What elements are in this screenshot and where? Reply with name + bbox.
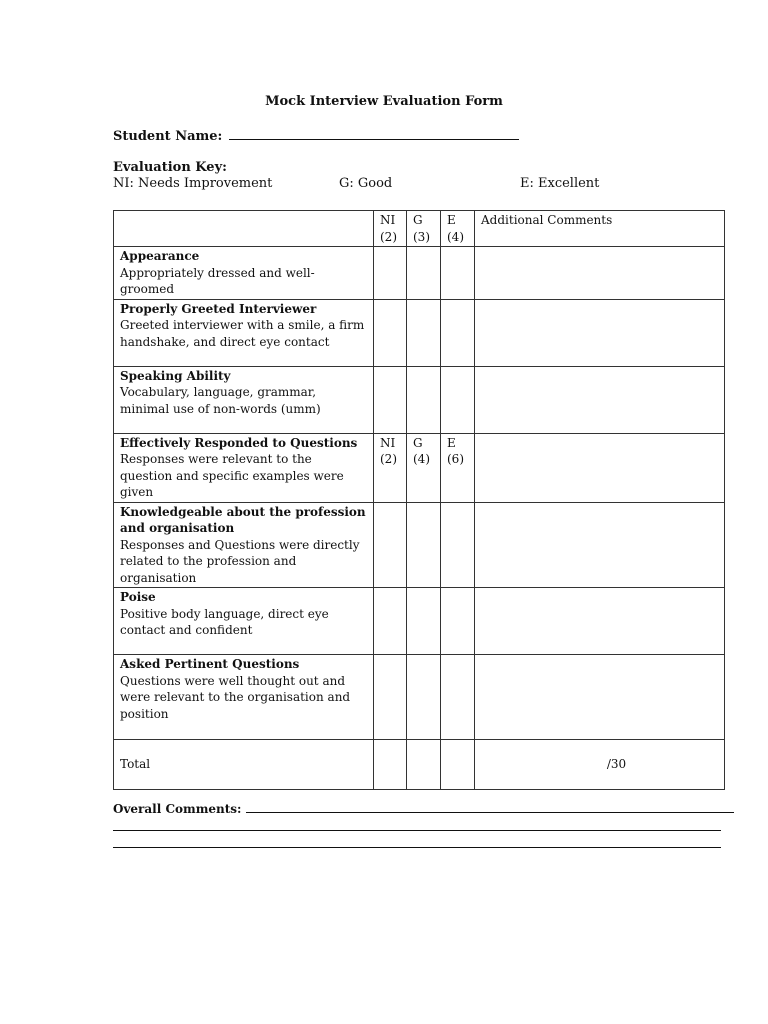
- criteria-cell: [114, 366, 374, 433]
- comments-cell[interactable]: [475, 655, 725, 740]
- ni-header-cell: [374, 211, 407, 247]
- e-points: (6): [447, 452, 464, 466]
- total-row: [114, 740, 725, 790]
- g-rating-cell[interactable]: [407, 655, 441, 740]
- g-label: G: [413, 435, 423, 450]
- comments-cell[interactable]: [475, 588, 725, 655]
- g-rating-cell[interactable]: [407, 247, 441, 300]
- overall-comments-line-3[interactable]: [113, 847, 721, 848]
- g-points: (4): [413, 452, 430, 466]
- e-rating-cell[interactable]: [441, 247, 475, 300]
- criteria-cell: [114, 299, 374, 366]
- criteria-title: Effectively Responded to Questions: [120, 435, 358, 450]
- criteria-description: Responses and Questions were directly related to the profession and organisation: [120, 537, 360, 585]
- criteria-description: Appropriately dressed and well-groomed: [120, 265, 315, 296]
- criteria-title: Speaking Ability: [120, 368, 231, 383]
- comments-header-cell: Additional Comments: [475, 211, 725, 247]
- criteria-cell: [114, 433, 374, 502]
- key-needs-improvement: NI: Needs Improvement: [113, 176, 273, 191]
- ni-rating-cell[interactable]: [374, 366, 407, 433]
- student-name-field[interactable]: [229, 127, 519, 140]
- student-name-label: Student Name:: [113, 129, 223, 144]
- student-name-row: [113, 127, 519, 144]
- ni-rating-cell[interactable]: [374, 655, 407, 740]
- criteria-cell: [114, 502, 374, 588]
- e-total-cell[interactable]: [441, 740, 475, 790]
- overall-comments-label: Overall Comments:: [113, 802, 242, 816]
- criteria-description: Vocabulary, language, grammar, minimal use of non-words (umm): [120, 385, 321, 416]
- g-rating-cell[interactable]: [407, 588, 441, 655]
- criteria-header-cell: [114, 211, 374, 247]
- overall-comments-line-2[interactable]: [113, 830, 721, 831]
- comments-cell[interactable]: [475, 502, 725, 588]
- e-header-points: (4): [447, 229, 464, 244]
- criteria-title: Properly Greeted Interviewer: [120, 301, 317, 316]
- table-row: [114, 655, 725, 740]
- table-row: [114, 366, 725, 433]
- criteria-cell: [114, 588, 374, 655]
- g-header-points: (3): [413, 229, 430, 244]
- criteria-description: Positive body language, direct eye contact and confident: [120, 606, 329, 637]
- form-title: Mock Interview Evaluation Form: [265, 94, 503, 109]
- criteria-cell: [114, 247, 374, 300]
- ni-label: NI: [380, 435, 396, 450]
- table-row: [114, 247, 725, 300]
- g-rating-cell[interactable]: [407, 502, 441, 588]
- criteria-cell: [114, 655, 374, 740]
- criteria-title: Poise: [120, 590, 156, 604]
- evaluation-table: [113, 210, 725, 790]
- g-header-cell: [407, 211, 441, 247]
- criteria-title: Knowledgeable about the profession and organisation: [120, 504, 366, 535]
- total-label: Total: [114, 740, 374, 790]
- comments-cell[interactable]: [475, 247, 725, 300]
- e-rating-cell[interactable]: [441, 655, 475, 740]
- g-total-cell[interactable]: [407, 740, 441, 790]
- criteria-description: Responses were relevant to the question and specific examples were given: [120, 452, 344, 499]
- ni-rating-cell[interactable]: [374, 247, 407, 300]
- table-row: [114, 588, 725, 655]
- e-rating-cell[interactable]: [441, 588, 475, 655]
- key-good: G: Good: [339, 176, 393, 191]
- table-row: [114, 433, 725, 502]
- g-header-label: G: [413, 213, 423, 227]
- criteria-description: Greeted interviewer with a smile, a firm handshake, and direct eye contact: [120, 318, 365, 349]
- table-header-row: [114, 211, 725, 247]
- criteria-title: Asked Pertinent Questions: [120, 657, 300, 671]
- e-rating-cell[interactable]: [441, 433, 475, 502]
- ni-header-label: NI: [380, 213, 396, 227]
- key-excellent: E: Excellent: [520, 176, 600, 191]
- e-header-cell: [441, 211, 475, 247]
- ni-rating-cell[interactable]: [374, 299, 407, 366]
- ni-points: (2): [380, 452, 397, 466]
- g-rating-cell[interactable]: [407, 433, 441, 502]
- ni-total-cell[interactable]: [374, 740, 407, 790]
- comments-cell[interactable]: [475, 366, 725, 433]
- ni-header-points: (2): [380, 229, 397, 244]
- evaluation-key-row: [113, 176, 733, 194]
- table-row: [114, 299, 725, 366]
- e-rating-cell[interactable]: [441, 366, 475, 433]
- e-rating-cell[interactable]: [441, 502, 475, 588]
- total-score: /30: [475, 740, 725, 790]
- table-row: [114, 502, 725, 588]
- ni-rating-cell[interactable]: [374, 433, 407, 502]
- g-rating-cell[interactable]: [407, 366, 441, 433]
- overall-comments-field[interactable]: [246, 800, 734, 813]
- e-rating-cell[interactable]: [441, 299, 475, 366]
- ni-rating-cell[interactable]: [374, 588, 407, 655]
- g-rating-cell[interactable]: [407, 299, 441, 366]
- comments-cell[interactable]: [475, 433, 725, 502]
- overall-comments-row: [113, 800, 734, 816]
- e-header-label: E: [447, 213, 456, 227]
- e-label: E: [447, 435, 456, 450]
- criteria-title: Appearance: [120, 249, 200, 263]
- comments-cell[interactable]: [475, 299, 725, 366]
- criteria-description: Questions were well thought out and were relevant to the organisation and position: [120, 673, 351, 721]
- ni-rating-cell[interactable]: [374, 502, 407, 588]
- evaluation-key-heading: Evaluation Key:: [113, 160, 227, 175]
